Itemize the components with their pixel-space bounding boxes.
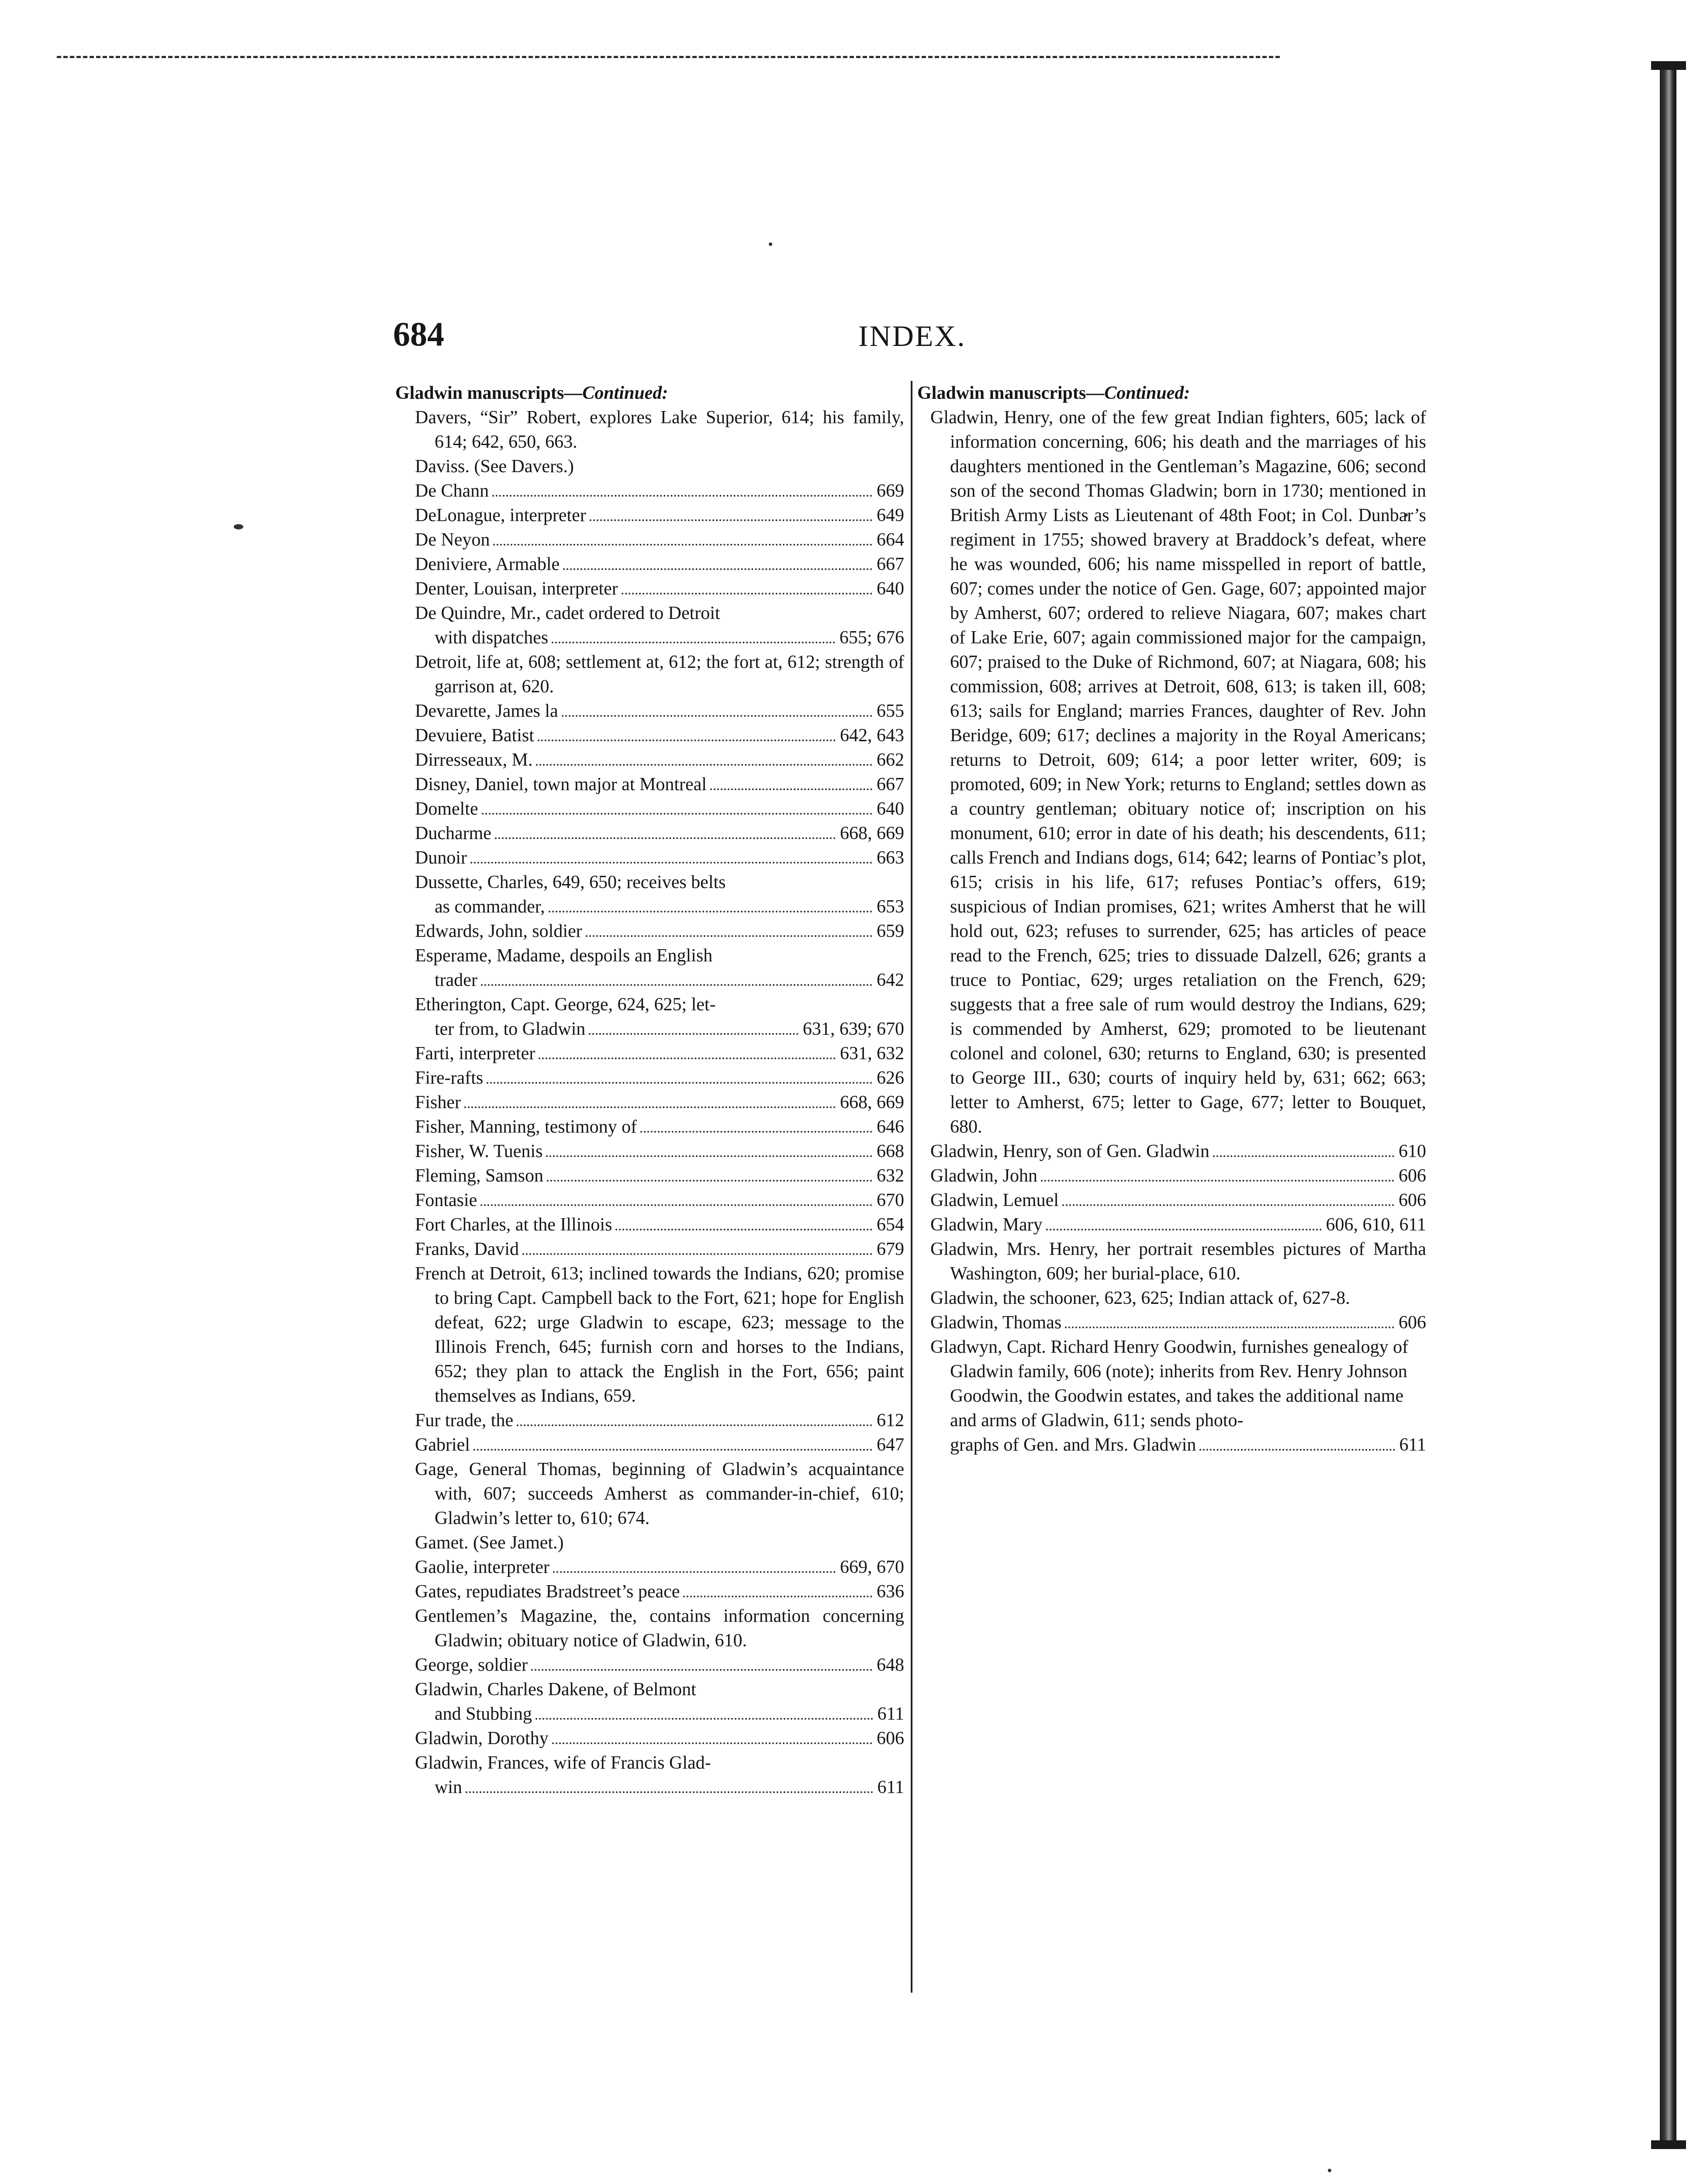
- index-entry-label: with dispatches: [435, 628, 549, 648]
- index-entry-label: Edwards, John, soldier: [415, 921, 582, 941]
- index-entry-label: Domelte: [415, 799, 478, 819]
- index-entry: [395, 1751, 904, 1800]
- index-page-ref: 679: [877, 1239, 904, 1259]
- index-entry-label: De Neyon: [415, 530, 490, 550]
- index-entry-label: Ducharme: [415, 823, 491, 843]
- index-entry-label: Fire-rafts: [415, 1068, 484, 1088]
- index-entry-label: ter from, to Gladwin: [435, 1019, 586, 1039]
- page-number: 684: [393, 315, 444, 353]
- dot-leader: [1062, 1204, 1394, 1206]
- index-entry: [917, 1335, 1426, 1457]
- dot-leader: [481, 984, 872, 986]
- index-entry-label: win: [435, 1777, 462, 1797]
- index-entry-label: Disney, Daniel, town major at Montreal: [415, 774, 707, 795]
- index-entry-lead: Gladwin, Frances, wife of Francis Glad-: [415, 1753, 711, 1773]
- dot-leader: [562, 715, 872, 717]
- index-page-ref: 668, 669: [840, 1092, 904, 1113]
- index-entry: French at Detroit, 613; inclined towards the Indians, 620; promise to bring Capt. Campbell back to the Fort, 621; hope for English defeat, 622; urge Gladwin to escape, 623; message to the Illinois French, 645; furnish corn and horses to the Indians, 652; they plan to attack the English in the Fort, 656; paint themselves as Indians, 659.: [415, 1264, 904, 1406]
- dot-leader: [640, 1131, 872, 1133]
- index-entry: [395, 821, 904, 846]
- index-entry: [395, 1408, 904, 1433]
- dot-leader: [464, 1106, 836, 1108]
- index-entry: [917, 1213, 1426, 1237]
- index-page-ref: 612: [877, 1410, 904, 1431]
- dot-leader: [1065, 1327, 1394, 1328]
- index-entry: [395, 601, 904, 650]
- dot-leader: [615, 1229, 872, 1230]
- scan-speck: [1328, 2169, 1331, 2172]
- index-entry-label: Farti, interpreter: [415, 1044, 536, 1064]
- index-entry: [917, 1139, 1426, 1164]
- index-entry-label: Dunoir: [415, 848, 467, 868]
- dot-leader: [1041, 1180, 1394, 1182]
- index-column-right: [917, 381, 1426, 1457]
- index-entry-lead: De Quindre, Mr., cadet ordered to Detroit: [415, 603, 720, 623]
- index-page-ref: 642: [877, 970, 904, 990]
- index-entry-label: as commander,: [435, 897, 545, 917]
- running-head: INDEX.: [858, 319, 966, 352]
- index-entry: Gentlemen’s Magazine, the, contains information concerning Gladwin; obituary notice of Gladwin, 610.: [415, 1606, 904, 1651]
- index-entry-label: Gladwin, Dorothy: [415, 1728, 549, 1749]
- index-page-ref: 640: [877, 799, 904, 819]
- index-page-ref: 611: [1399, 1435, 1426, 1455]
- dot-leader: [553, 1571, 836, 1573]
- dot-leader: [473, 1449, 872, 1451]
- dot-leader: [590, 519, 872, 521]
- dot-leader: [589, 1033, 798, 1035]
- index-entry-label: Gaolie, interpreter: [415, 1557, 549, 1577]
- index-entry: [395, 699, 904, 723]
- index-page-ref: 610: [1399, 1141, 1426, 1161]
- index-entry-label: George, soldier: [415, 1655, 528, 1675]
- index-entry: [395, 1090, 904, 1115]
- index-entry: Gladwin, Henry, one of the few great Indian fighters, 605; lack of information concerning, 606; his death and the marriages of his daughters mentioned in the Gentleman’s Magazine, 606; second son of the second Thomas Gladwin; born in 1730; mentioned in British Army Lists as Lieutenant of 48th Foot; in Col. Dunbar’s regiment in 1755; showed bravery at Braddock’s defeat, where he was wounded, 606; his name misspelled in report of battle, 607; comes under the notice of Gen. Gage, 607; appointed major by Amherst, 607; ordered to relieve Niagara, 607; makes chart of Lake Erie, 607; again commissioned major for the campaign, 607; praised to the Duke of Richmond, 607; at Niagara, 608; his commission, 608; arrives at Detroit, 608, 613; is taken ill, 608; 613; sails for England; marries Frances, daughter of Rev. John Beridge, 609; 617; declines a majority in the Royal Americans; returns to Detroit, 609; 614; a poor letter writer, 609; is promoted, 609; in New York; returns to England; settles down as a country gentleman; obituary notice of; inscription on his monument, 610; error in date of his death; his descendents, 611; calls French and Indians dogs, 614; 642; learns of Pontiac’s plot, 615; crisis in his life, 617; refuses Pontiac’s offers, 619; suspicious of Indian promises, 621; writes Amherst that he will hold out, 623; refuses to surrender, 625; has articles of peace read to the French, 625; tries to dissuade Dalzell, 626; grants a truce to Pontiac, 629; urges retaliation on the French, 629; suggests that a free sale of rum would destroy the Indians, 629; is commended by Amherst, 629; promoted to be lieutenant colonel and colonel, 630; returns to England, 630; is presented to George III., 630; courts of inquiry held by, 631; 662; 663; letter to Amherst, 675; letter to Gage, 677; letter to Bouquet, 680.: [930, 408, 1426, 1137]
- dot-leader: [546, 1155, 872, 1157]
- dot-leader: [480, 1204, 872, 1206]
- dot-leader: [586, 935, 872, 937]
- scan-speck: [234, 524, 243, 529]
- dot-leader: [1213, 1155, 1394, 1157]
- index-page-ref: 647: [877, 1435, 904, 1455]
- index-entry-list: [395, 405, 904, 1800]
- index-entry: [395, 797, 904, 821]
- index-entry-label: Gabriel: [415, 1435, 470, 1455]
- dot-leader: [517, 1424, 872, 1426]
- index-page-ref: 667: [877, 774, 904, 795]
- index-entry: [395, 1653, 904, 1677]
- index-entry-label: DeLonague, interpreter: [415, 505, 586, 525]
- index-entry-label: Devarette, James la: [415, 701, 558, 721]
- dot-leader: [487, 1082, 872, 1084]
- dot-leader: [1046, 1229, 1322, 1230]
- scan-edge-top: [57, 56, 1280, 58]
- index-entry: [395, 503, 904, 528]
- index-entry: [395, 919, 904, 943]
- index-entry: [395, 992, 904, 1041]
- index-entry: [395, 552, 904, 577]
- index-page-ref: 606: [877, 1728, 904, 1749]
- index-entry-label: and Stubbing: [435, 1704, 532, 1724]
- index-page-ref: 649: [877, 505, 904, 525]
- index-entry: [395, 1066, 904, 1090]
- index-entry: [395, 1188, 904, 1213]
- index-page-ref: 631, 639; 670: [802, 1019, 904, 1039]
- index-entry: [395, 577, 904, 601]
- index-entry-lead: Gladwyn, Capt. Richard Henry Goodwin, furnishes genealogy of Gladwin family, 606 (note); inherits from Rev. Henry Johnson Goodwin, the Goodwin estates, and takes the additional name and arms of Gladwin, 611; sends photo-: [930, 1337, 1409, 1431]
- index-entry: Detroit, life at, 608; settlement at, 612; the fort at, 612; strength of garrison at, 620.: [415, 652, 904, 697]
- index-page-ref: 611: [877, 1704, 904, 1724]
- index-page-ref: 668: [877, 1141, 904, 1161]
- index-entry: [395, 870, 904, 919]
- index-entry: Gladwin, Mrs. Henry, her portrait resembles pictures of Martha Washington, 609; her burial-place, 610.: [930, 1239, 1426, 1284]
- dot-leader: [482, 813, 872, 815]
- scan-speck: [769, 242, 772, 246]
- dot-leader: [466, 1791, 873, 1793]
- index-entry-label: Devuiere, Batist: [415, 726, 534, 746]
- index-entry: [395, 772, 904, 797]
- index-entry: [395, 723, 904, 748]
- index-page-ref: 654: [877, 1215, 904, 1235]
- index-entry: Davers, “Sir” Robert, explores Lake Superior, 614; his family, 614; 642, 650, 663.: [415, 408, 904, 452]
- index-entry-label: Dirresseaux, M.: [415, 750, 533, 770]
- dot-leader: [552, 642, 835, 643]
- index-entry: [395, 1579, 904, 1604]
- index-entry-label: Fur trade, the: [415, 1410, 514, 1431]
- dot-leader: [539, 1057, 836, 1059]
- index-page-ref: 670: [877, 1190, 904, 1210]
- index-page-ref: 632: [877, 1166, 904, 1186]
- dot-leader: [622, 593, 872, 594]
- index-page-ref: 646: [877, 1117, 904, 1137]
- dot-leader: [549, 911, 872, 912]
- index-page-ref: 606: [1399, 1190, 1426, 1210]
- index-page-ref: 640: [877, 579, 904, 599]
- binding-cap-top: [1651, 61, 1686, 70]
- dot-leader: [493, 544, 872, 546]
- dot-leader: [552, 1742, 872, 1744]
- index-page-ref: 663: [877, 848, 904, 868]
- dot-leader: [536, 764, 872, 766]
- dot-leader: [710, 788, 872, 790]
- index-entry: Gamet. (See Jamet.): [415, 1533, 564, 1553]
- index-entry: [395, 1726, 904, 1751]
- index-entry-label: Gladwin, Henry, son of Gen. Gladwin: [930, 1141, 1209, 1161]
- index-entry: [395, 528, 904, 552]
- index-entry: [395, 1433, 904, 1457]
- index-entry-label: graphs of Gen. and Mrs. Gladwin: [950, 1435, 1196, 1455]
- index-entry-label: trader: [435, 970, 477, 990]
- index-page-ref: 631, 632: [840, 1044, 904, 1064]
- index-entry: [917, 1310, 1426, 1335]
- index-entry-label: Fisher, Manning, testimony of: [415, 1117, 637, 1137]
- column-heading: Gladwin manuscripts—Continued:: [917, 383, 1190, 403]
- index-entry: [395, 1164, 904, 1188]
- index-entry-lead: Esperame, Madame, despoils an English: [415, 946, 713, 966]
- column-divider: [911, 381, 912, 1993]
- index-page-ref: 642, 643: [840, 726, 904, 746]
- index-entry-label: Fort Charles, at the Illinois: [415, 1215, 612, 1235]
- index-entry: [917, 1188, 1426, 1213]
- index-page-ref: 611: [877, 1777, 904, 1797]
- index-entry-lead: Dussette, Charles, 649, 650; receives belts: [415, 872, 726, 892]
- index-entry-list: [917, 405, 1426, 1457]
- index-entry-label: Gladwin, Mary: [930, 1215, 1043, 1235]
- index-entry-label: Fleming, Samson: [415, 1166, 544, 1186]
- dot-leader: [538, 740, 836, 741]
- index-entry: Gage, General Thomas, beginning of Gladwin’s acquaintance with, 607; succeeds Amherst as commander-in-chief, 610; Gladwin’s letter to, 610; 674.: [415, 1459, 904, 1528]
- index-entry-label: Gladwin, Lemuel: [930, 1190, 1059, 1210]
- index-entry: [395, 846, 904, 870]
- index-entry: Daviss. (See Davers.): [415, 456, 574, 477]
- index-entry-label: Deniviere, Armable: [415, 554, 560, 574]
- index-entry-label: Gates, repudiates Bradstreet’s peace: [415, 1582, 680, 1602]
- index-page-ref: 669: [877, 481, 904, 501]
- index-page-ref: 636: [877, 1582, 904, 1602]
- index-entry: Gladwin, the schooner, 623, 625; Indian attack of, 627-8.: [930, 1288, 1350, 1308]
- index-entry: [395, 1677, 904, 1726]
- dot-leader: [495, 837, 836, 839]
- index-entry-label: Gladwin, Thomas: [930, 1313, 1062, 1333]
- dot-leader: [470, 862, 872, 864]
- dot-leader: [683, 1596, 872, 1597]
- index-entry-lead: Gladwin, Charles Dakene, of Belmont: [415, 1679, 696, 1700]
- index-page-ref: 606: [1399, 1166, 1426, 1186]
- index-page-ref: 669, 670: [840, 1557, 904, 1577]
- dot-leader: [522, 1253, 872, 1255]
- binding-cap-bottom: [1651, 2140, 1686, 2149]
- index-page-ref: 606: [1399, 1313, 1426, 1333]
- index-entry-label: Fisher: [415, 1092, 461, 1113]
- dot-leader: [536, 1718, 873, 1720]
- dot-leader: [492, 495, 872, 497]
- index-page-ref: 664: [877, 530, 904, 550]
- index-entry-label: Fisher, W. Tuenis: [415, 1141, 543, 1161]
- index-entry: [395, 1237, 904, 1261]
- dot-leader: [1199, 1449, 1395, 1451]
- index-entry: [395, 1555, 904, 1579]
- index-entry-label: Denter, Louisan, interpreter: [415, 579, 618, 599]
- index-entry: [395, 748, 904, 772]
- index-entry-label: De Chann: [415, 481, 489, 501]
- index-page-ref: 667: [877, 554, 904, 574]
- index-entry: [395, 1115, 904, 1139]
- index-entry: [395, 479, 904, 503]
- index-entry: [395, 943, 904, 992]
- index-column-left: [395, 381, 904, 1800]
- index-page-ref: 659: [877, 921, 904, 941]
- index-entry: [395, 1041, 904, 1066]
- index-page-ref: 653: [877, 897, 904, 917]
- index-entry-label: Gladwin, John: [930, 1166, 1037, 1186]
- index-page-ref: 606, 610, 611: [1326, 1215, 1426, 1235]
- column-heading: Gladwin manuscripts—Continued:: [395, 383, 668, 403]
- index-entry-label: Franks, David: [415, 1239, 519, 1259]
- dot-leader: [531, 1669, 872, 1671]
- index-entry: [395, 1213, 904, 1237]
- index-page-ref: 655: [877, 701, 904, 721]
- index-entry: [917, 1164, 1426, 1188]
- index-entry-label: Fontasie: [415, 1190, 477, 1210]
- index-page-ref: 662: [877, 750, 904, 770]
- dot-leader: [547, 1180, 872, 1182]
- index-page-ref: 668, 669: [840, 823, 904, 843]
- index-page-ref: 648: [877, 1655, 904, 1675]
- book-binding-edge: [1660, 66, 1676, 2145]
- index-entry: [395, 1139, 904, 1164]
- index-entry-lead: Etherington, Capt. George, 624, 625; let-: [415, 995, 716, 1015]
- index-page-ref: 626: [877, 1068, 904, 1088]
- index-page-ref: 655; 676: [839, 628, 904, 648]
- dot-leader: [563, 568, 872, 570]
